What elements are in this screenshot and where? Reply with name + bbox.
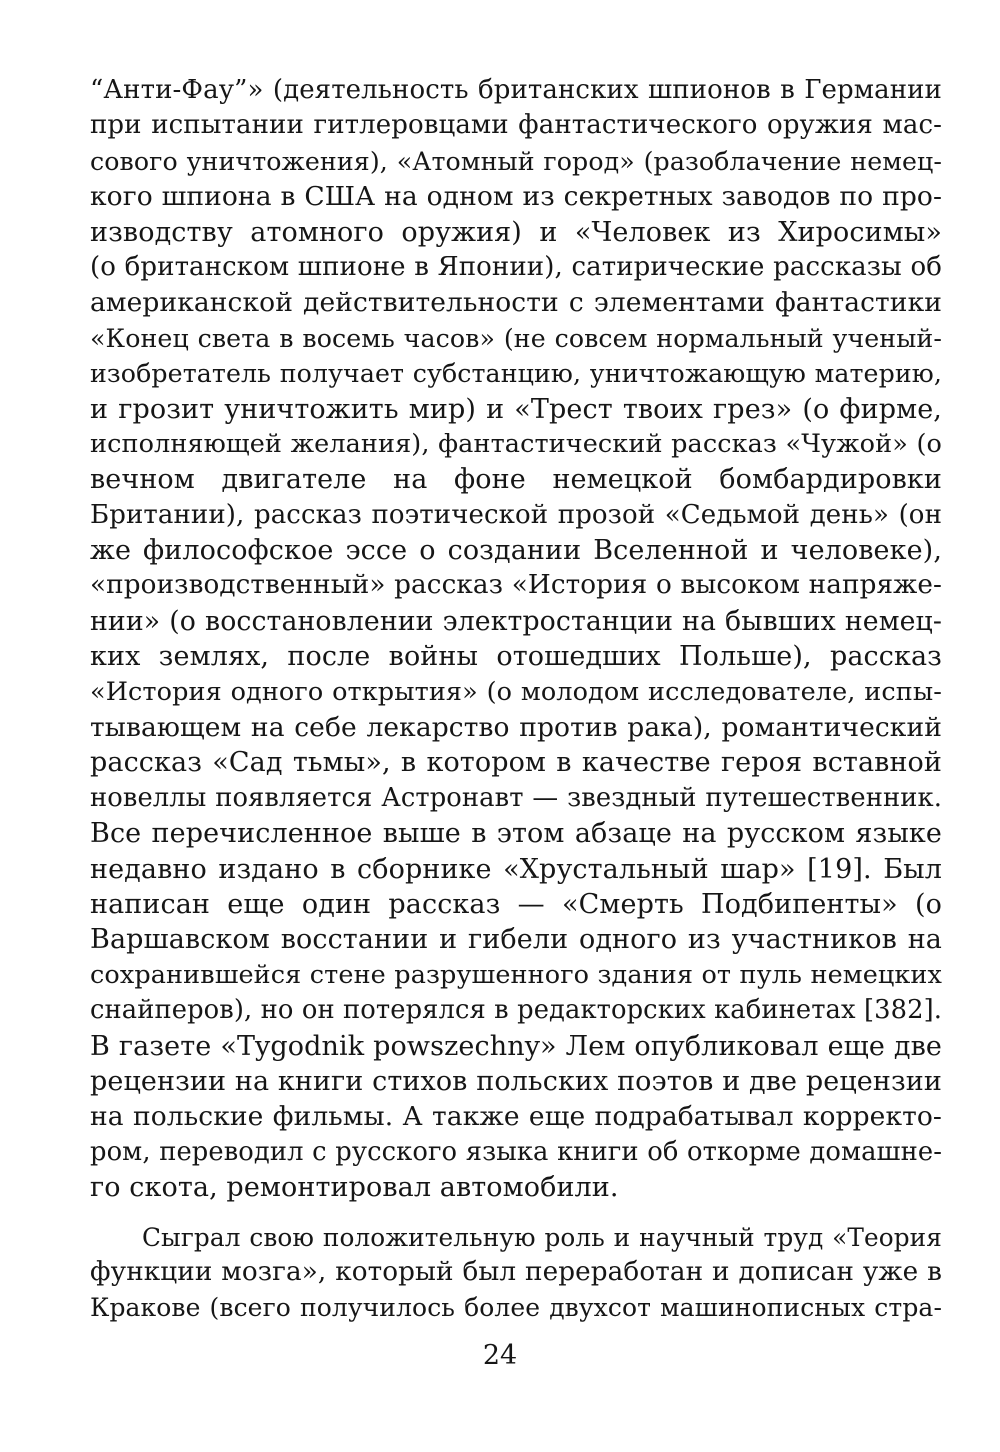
text-line: кого шпиона в США на одном из секретных заводов по про- bbox=[90, 181, 942, 213]
paragraph-1 bbox=[90, 73, 942, 1206]
text-line: изобретатель получает субстанцию, уничтожающую материю, bbox=[90, 359, 942, 389]
text-line: Кракове (всего получилось более двухсот машинописных стра- bbox=[90, 1293, 942, 1323]
page-number: 24 bbox=[482, 1340, 518, 1371]
text-line: изводству атомного оружия) и «Человек из Хиросимы» bbox=[90, 216, 942, 248]
text-line: исполняющей желания), фантастический рассказ «Чужой» (о bbox=[90, 428, 942, 459]
text-line: недавно издано в сборнике «Хрустальный шар» [19]. Был bbox=[90, 853, 942, 885]
text-line: ких землях, после войны отошедших Польше), рассказ bbox=[90, 641, 942, 673]
text-line: снайперов), но он потерялся в редакторских кабинетах [382]. bbox=[90, 995, 942, 1026]
text-line: функции мозга», который был переработан и дописан уже в bbox=[90, 1256, 942, 1287]
text-line: В газете «Tygodnik powszechny» Лем опубликовал еще две bbox=[90, 1030, 942, 1062]
text-line: и грозит уничтожить мир) и «Трест твоих грез» (о фирме, bbox=[90, 393, 942, 425]
text-line: нии» (о восстановлении электростанции на бывших немец- bbox=[90, 605, 942, 637]
text-line: «История одного открытия» (о молодом исследователе, испы- bbox=[90, 676, 942, 707]
text-line: Варшавском восстании и гибели одного из участников на bbox=[90, 924, 942, 956]
text-line: «производственный» рассказ «История о высоком напряже- bbox=[90, 570, 942, 601]
text-line: же философское эссе о создании Вселенной и человеке), bbox=[90, 535, 942, 567]
text-line: при испытании гитлеровцами фантастического оружия мас- bbox=[90, 110, 942, 141]
text-line: американской действительности с элементами фантастики bbox=[90, 287, 942, 319]
text-line: рецензии на книги стихов польских поэтов и две рецензии bbox=[90, 1065, 942, 1097]
text-line: “Анти-Фау”» (деятельность британских шпионов в Германии bbox=[90, 75, 942, 105]
text-line: тывающем на себе лекарство против рака), романтический bbox=[90, 712, 942, 744]
paragraph-spacer bbox=[90, 1206, 942, 1220]
text-line: сового уничтожения), «Атомный город» (разоблачение немец- bbox=[90, 146, 942, 176]
text-line: на польские фильмы. А также еще подрабатывал корректо- bbox=[90, 1101, 942, 1133]
text-line: Все перечисленное выше в этом абзаце на русском языке bbox=[90, 818, 942, 850]
text-line: вечном двигателе на фоне немецкой бомбардировки bbox=[90, 464, 942, 496]
text-line: написан еще один рассказ — «Смерть Подбипенты» (о bbox=[90, 888, 942, 920]
text-line: сохранившейся стене разрушенного здания от пуль немецких bbox=[90, 959, 942, 990]
paragraph-2 bbox=[90, 1220, 942, 1326]
body-text bbox=[90, 73, 942, 1326]
text-line: рассказ «Сад тьмы», в котором в качестве героя вставной bbox=[90, 747, 942, 779]
text-line: Британии), рассказ поэтической прозой «Седьмой день» (он bbox=[90, 499, 942, 530]
text-line: «Конец света в восемь часов» (не совсем нормальный ученый- bbox=[90, 323, 942, 353]
text-line: ром, переводил с русского языка книги об откорме домашне- bbox=[90, 1136, 942, 1167]
text-line: Сыграл свою положительную роль и научный труд «Теория bbox=[142, 1222, 942, 1252]
text-line: го скота, ремонтировал автомобили. bbox=[90, 1172, 619, 1204]
text-line: новеллы появляется Астронавт — звездный путешественник. bbox=[90, 782, 942, 813]
text-line: (о британском шпионе в Японии), сатирические рассказы об bbox=[90, 251, 942, 282]
